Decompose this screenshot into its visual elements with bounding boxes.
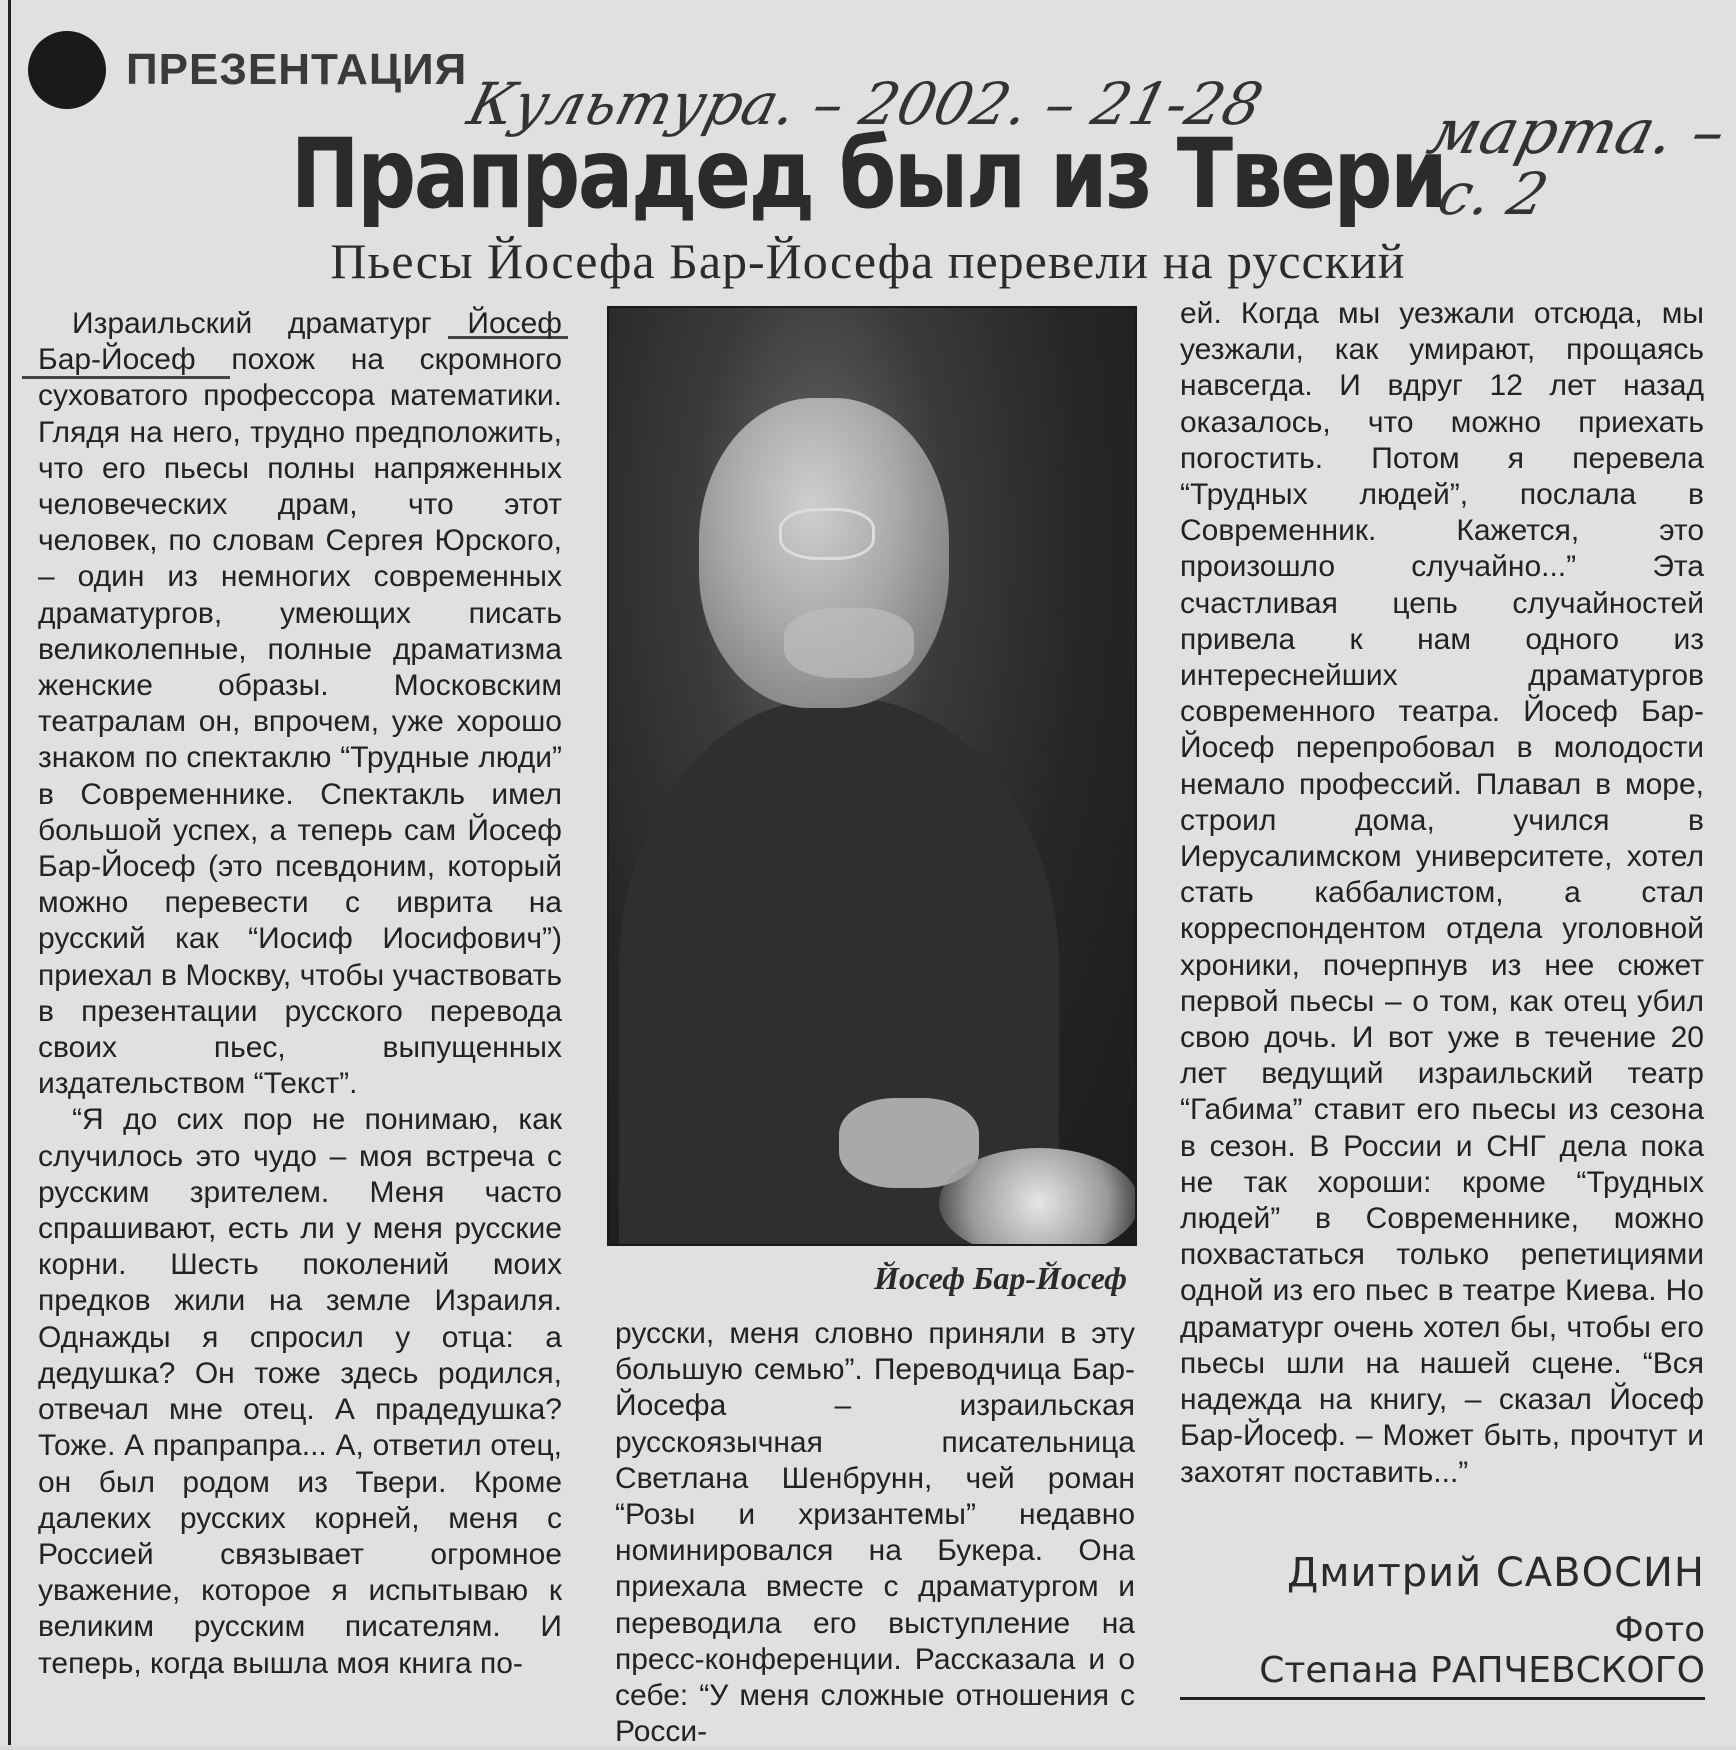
rubric-label: ПРЕЗЕНТАЦИЯ xyxy=(126,45,468,94)
handwritten-month-note: марта. – xyxy=(1420,95,1734,168)
paragraph: Израильский драматург Йосеф Бар-Йосеф похож на скромного суховатого профессора математики. Глядя на него, трудно предположить, что его пьесы полны напряженных человеческих драм, что этот человек, по словам Сергея Юрского, – один из немногих современных драматургов, умеющих писать великолепные, полные драматизма женские образы. Московским театралам он, впрочем, уже хорошо знаком по спектаклю “Трудные люди” в Современнике. Спектакль имел большой успех, а теперь сам Йосеф Бар-Йосеф (это псевдоним, который можно перевести с иврита на русский как “Иосиф Иосифович”) приехал в Москву, чтобы участвовать в презентации русского перевода своих пьес, выпущенных издательством “Текст”. xyxy=(38,307,562,1101)
rubric-bullet-icon xyxy=(28,31,106,109)
handwritten-source-note: Культура. – 2002. – 21-28 xyxy=(461,70,1270,138)
subheadline: Пьесы Йосефа Бар-Йосефа перевели на русский xyxy=(330,233,1406,289)
photo-beard-shape xyxy=(784,608,914,678)
rubric xyxy=(28,28,467,112)
paragraph: ей. Когда мы уезжали отсюда, мы уезжали, как умирают, прощаясь навсегда. И вдруг 12 лет назад оказалось, что можно приехать погостить. Потом я перевела “Трудных людей”, послала в Современник. Кажется, это произошло случайно...” Эта счастливая цепь случайностей привела к нам одного из интереснейших драматургов современного театра. Йосеф Бар-Йосеф перепробовал в молодости немало профессий. Плавал в море, строил дома, учился в Иерусалимском университете, хотел стать каббалистом, а стал корреспондентом отдела уголовной хроники, почерпнув из нее сюжет первой пьесы – о том, как отец убил свою дочь. И вот уже в течение 20 лет ведущий израильский театр “Габима” ставит его пьесы из сезона в сезон. В России и СНГ дела пока не так хороши: кроме “Трудных людей” в Современнике, можно похвастаться только репетициями одной из его пьес в театре Киева. Но драматург очень хотел бы, чтобы его пьесы шли на нашей сцене. “Вся надежда на книгу, – сказал Йосеф Бар-Йосеф. – Может быть, прочтут и захотят поставить...” xyxy=(1180,297,1704,1489)
article-column-3 xyxy=(1180,296,1704,1491)
photo-credit-label: Фото xyxy=(1614,1610,1705,1650)
photographer-name: Степана РАПЧЕВСКОГО xyxy=(1180,1650,1705,1700)
paragraph: “Я до сих пор не понимаю, как случилось это чудо – моя встреча с русским зрителем. Меня часто спрашивают, есть ли у меня русские корни. Шесть поколений моих предков жили на земле Израиля. Однажды я спросил у отца: а дедушка? Он тоже здесь родился, отвечал мне отец. А прадедушка? Тоже. А прапрапра... А, ответил отец, он был родом из Твери. Кроме далеких русских корней, меня с Россией связывает огромное уважение, которое я испытываю к великим русским писателям. И теперь, когда вышла моя книга по- xyxy=(38,1103,562,1680)
article-column-2 xyxy=(615,1316,1135,1750)
portrait-photo xyxy=(607,306,1137,1246)
photo-glasses-shape xyxy=(779,508,875,560)
headline: Прапрадед был из Твери xyxy=(290,118,1446,230)
article-column-1 xyxy=(38,306,562,1682)
photo-caption: Йосеф Бар-Йосеф xyxy=(874,1260,1127,1296)
paragraph: русски, меня словно приняли в эту большую семью”. Переводчица Бар-Йосефа – израильская русскоязычная писательница Светлана Шенбрунн, чей роман “Розы и хризантемы” недавно номинировался на Букера. Она приехала вместе с драматургом и переводила его выступление на пресс-конференции. Рассказала и о себе: “У меня сложные отношения с Росси- xyxy=(615,1317,1135,1749)
photo-flowers-shape xyxy=(939,1148,1137,1246)
author-byline: Дмитрий САВОСИН xyxy=(1287,1550,1705,1596)
handwritten-page-note: с. 2 xyxy=(1431,160,1555,228)
